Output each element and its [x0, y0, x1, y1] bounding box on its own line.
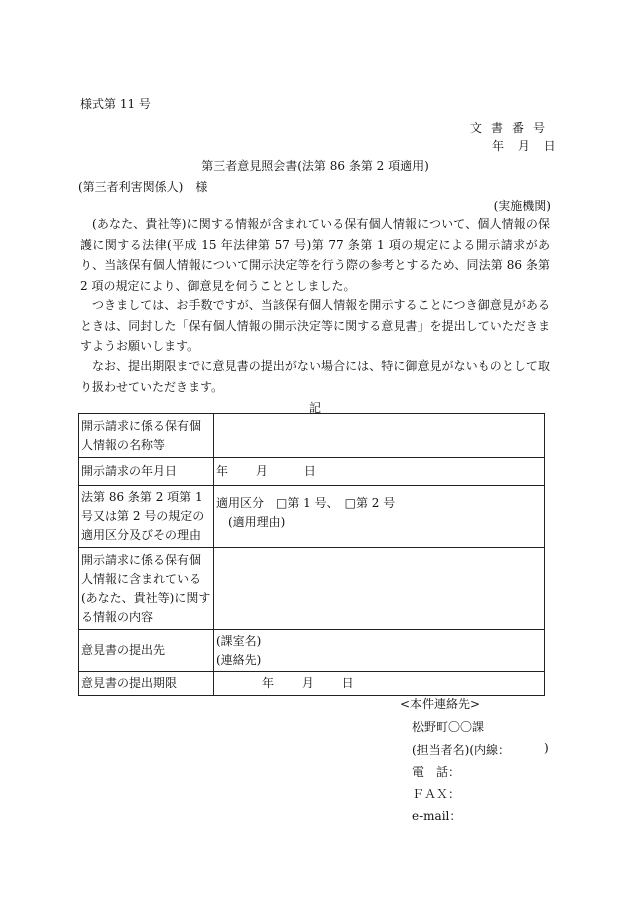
contact-label: (連絡先)	[216, 652, 262, 667]
document-title: 第三者意見照会書(法第 86 条第 2 項適用)	[201, 159, 429, 173]
row-label: 開示請求に係る保有個人情報に含まれている(あなた、貴社等)に関する情報の内容	[79, 548, 214, 630]
paragraph-text: なお、提出期限までに意見書の提出がない場合には、特に御意見がないものとして取り扱わせていただきます。	[80, 359, 550, 394]
body-paragraph-3	[80, 356, 550, 397]
contact-email: e-mail：	[412, 809, 462, 823]
contact-heading: <本件連絡先>	[400, 697, 481, 711]
contact-fax: ＦＡＸ：	[412, 787, 461, 801]
row-value	[214, 414, 545, 458]
contact-person: (担当者名)(内線：	[412, 743, 511, 757]
contact-tel: 電 話：	[412, 765, 461, 779]
table-row	[79, 672, 545, 696]
row-value	[214, 548, 545, 630]
body-paragraph-2	[80, 295, 550, 357]
table-row	[79, 630, 545, 672]
reason-label: (適用理由)	[228, 515, 286, 529]
inquiry-table	[78, 413, 545, 696]
ki-heading: 記	[308, 401, 321, 415]
paragraph-text: (あなた、貴社等)に関する情報が含まれている保有個人情報について、個人情報の保護に関する法律(平成 15 年法律第 57 号)第 77 条第 1 項の規定による開示請求があり、当該保有個人情報について開示決定等を行う際の参考とするため、同法第 86 条第 2 項の規定により、御意見を伺うこととしました。	[80, 217, 550, 293]
table-row	[79, 486, 545, 548]
form-number: 様式第 11 号	[80, 97, 151, 111]
category-options: 適用区分 □第 1 号、 □第 2 号	[216, 496, 396, 510]
agency-label: (実施機関)	[493, 199, 551, 213]
body-paragraph-1	[80, 214, 550, 296]
recipient-line: (第三者利害関係人) 様	[78, 180, 208, 194]
section-label: (課室名)	[216, 633, 262, 648]
document-number-label: 文書番号	[470, 121, 555, 135]
row-label: 意見書の提出期限	[79, 672, 214, 696]
contact-department: 松野町〇〇課	[412, 720, 485, 734]
row-label: 開示請求に係る保有個人情報の名称等	[79, 414, 214, 458]
paragraph-text: つきましては、お手数ですが、当該保有個人情報を開示することにつき御意見があるときは、同封した「保有個人情報の開示決定等に関する意見書」を提出していただきますようお願いします。	[80, 298, 550, 353]
contact-person-close: )	[544, 741, 549, 755]
row-value	[214, 486, 545, 548]
row-label: 開示請求の年月日	[79, 458, 214, 486]
table-row	[79, 458, 545, 486]
row-label: 法第 86 条第 2 項第 1 号又は第 2 号の規定の適用区分及びその理由	[79, 486, 214, 548]
row-value: 年 月 日	[214, 672, 545, 696]
row-value	[214, 630, 545, 672]
table-row	[79, 414, 545, 458]
row-label: 意見書の提出先	[79, 630, 214, 672]
table-row	[79, 548, 545, 630]
date-line: 年 月 日	[492, 139, 556, 153]
row-value: 年 月 日	[214, 458, 545, 486]
